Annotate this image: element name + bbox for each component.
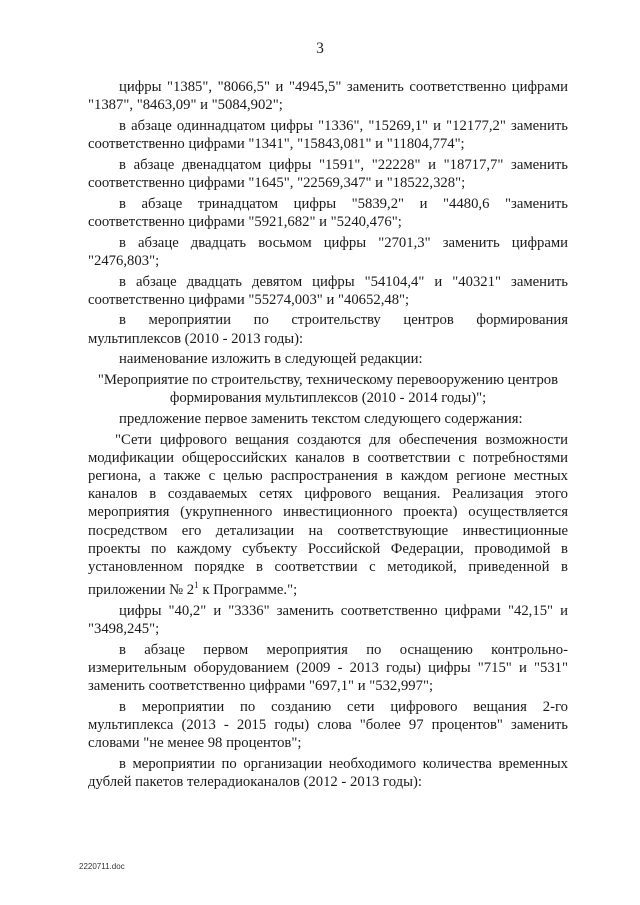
paragraph: в мероприятии по организации необходимого количества временных дублей пакетов телерадиоканалов (2012 - 2013 годы): <box>88 756 568 791</box>
document-body <box>88 78 568 794</box>
quoted-text: "Сети цифрового вещания создаются для обеспечения возможности модификации общероссийских каналов в соответствии с потребностями региона, а также с целью распространения в каждом регионе местных каналов в создаваемых сетях цифрового вещания. Реализация этого мероприятия (укрупненного инвестиционного проекта) осуществляется посредством его детализации на соответствующие инвестиционные проекты по каждому субъекту Российской Федерации, проводимой в установленном порядке в соответствии с методикой, приведенной в приложении № 2 <box>88 431 568 599</box>
paragraph: цифры "40,2" и "3336" заменить соответственно цифрами "42,15" и "3498,245"; <box>88 602 568 638</box>
page-number: 3 <box>316 40 324 57</box>
quoted-text-end: к Программе."; <box>198 582 298 599</box>
file-name-footer: 2220711.doc <box>79 862 125 871</box>
paragraph: предложение первое заменить текстом следующего содержания: <box>119 410 523 427</box>
quoted-paragraph <box>88 431 568 600</box>
paragraph: в абзаце первом мероприятия по оснащению контрольно-измерительным оборудованием (2009 - 2013 годы) цифры "715" и "531" заменить соответственно цифрами "697,1" и "532,997"; <box>88 641 568 695</box>
paragraph: в мероприятии по строительству центров формирования мультиплексов (2010 - 2013 годы): <box>88 312 568 347</box>
paragraph: в абзаце одиннадцатом цифры "1336", "15269,1" и "12177,2" заменить соответственно цифрами "1341", "15843,081" и "11804,774"; <box>88 117 568 153</box>
superscript: 1 <box>194 580 199 591</box>
paragraph: цифры "1385", "8066,5" и "4945,5" заменить соответственно цифрами "1387", "8463,09" и "5084,902"; <box>88 79 568 114</box>
paragraph: в мероприятии по созданию сети цифрового вещания 2-го мультиплекса (2013 - 2015 годы) слова "более 97 процентов" заменить словами "не менее 98 процентов"; <box>88 699 568 752</box>
quoted-title: "Мероприятие по строительству, техническому перевооружению центров формирования мультиплексов (2010 - 2014 годы)"; <box>97 372 559 407</box>
paragraph: в абзаце двенадцатом цифры "1591", "22228" и "18717,7" заменить соответственно цифрами "1645", "22569,347" и "18522,328"; <box>88 156 568 192</box>
paragraph: в абзаце тринадцатом цифры "5839,2" и "4480,6 "заменить соответственно цифрами "5921,682" и "5240,476"; <box>88 195 568 230</box>
paragraph: наименование изложить в следующей редакции: <box>119 351 423 368</box>
paragraph: в абзаце двадцать восьмом цифры "2701,3" заменить цифрами "2476,803"; <box>88 234 568 269</box>
paragraph: в абзаце двадцать девятом цифры "54104,4" и "40321" заменить соответственно цифрами "55274,003" и "40652,48"; <box>88 273 568 308</box>
